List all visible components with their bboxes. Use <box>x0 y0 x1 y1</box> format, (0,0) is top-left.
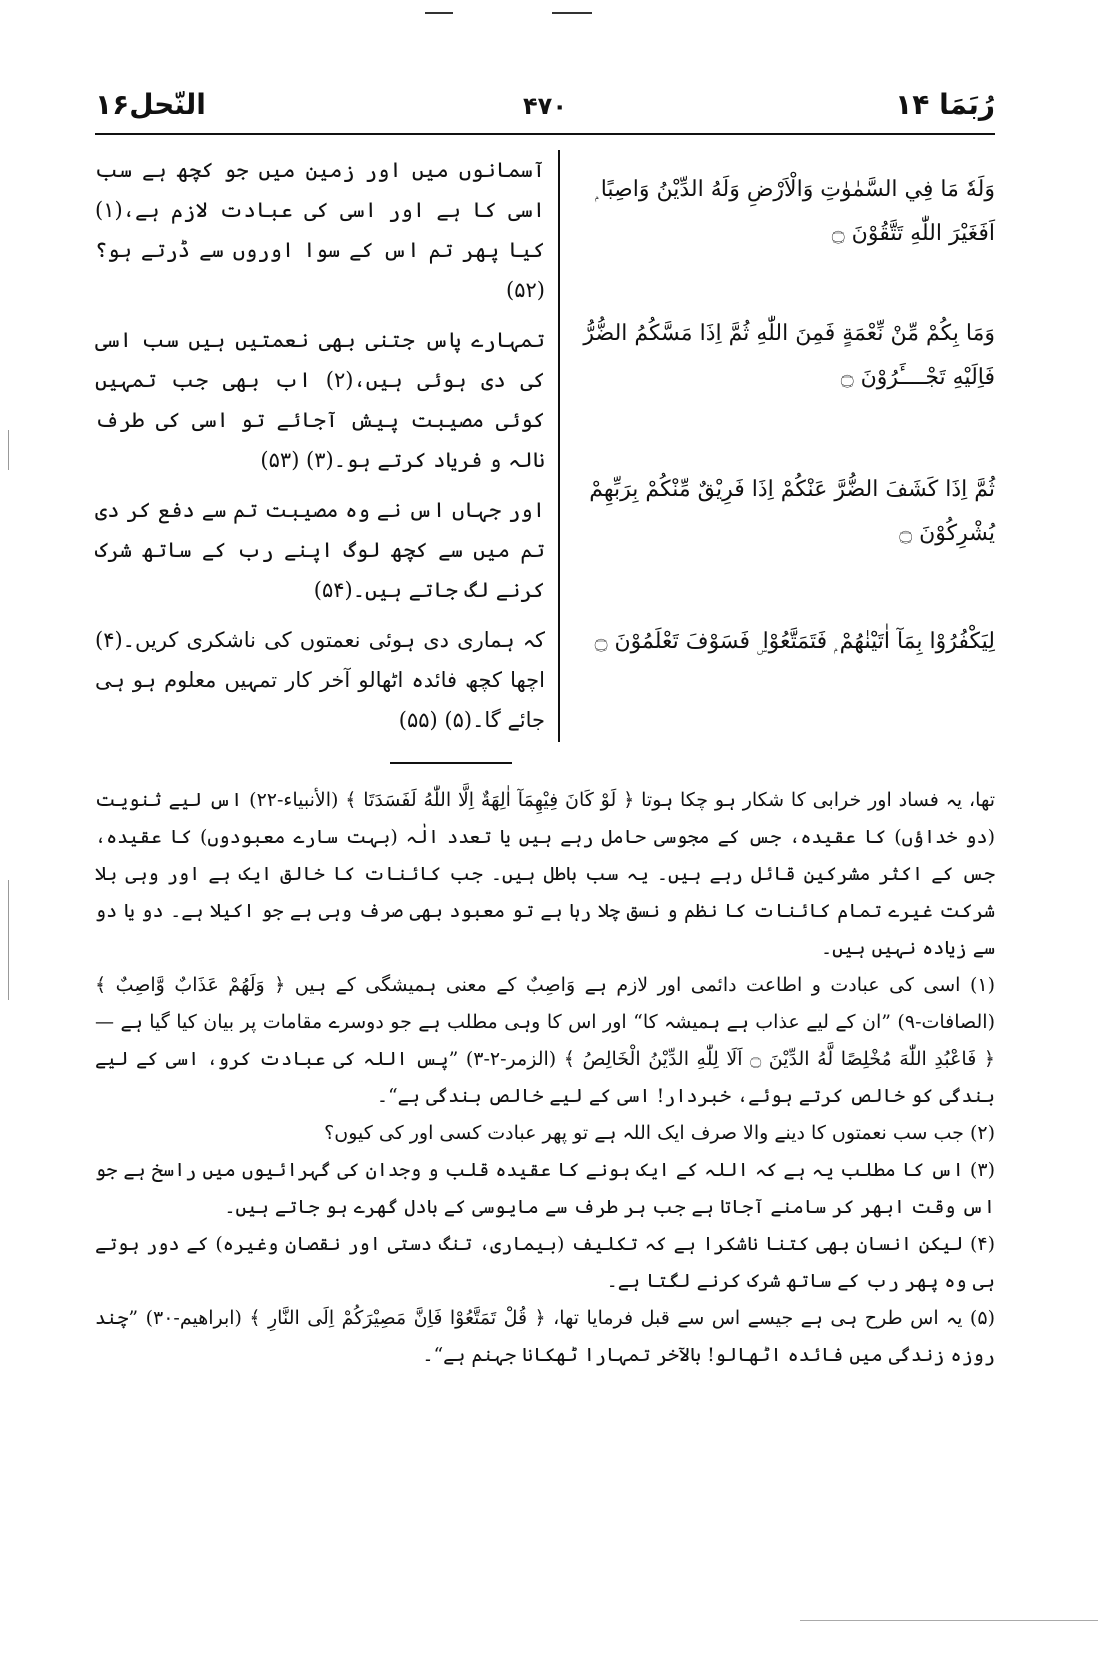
translation-55: کہ ہماری دی ہوئی نعمتوں کی ناشکری کریں۔(۴) اچھا کچھ فائدہ اٹھالو آخر کار تمہیں معلوم ہو ہی جائے گا۔(۵) (۵۵) <box>95 628 545 732</box>
ayah-54: ثُمَّ اِذَا كَشَفَ الضُّرَّ عَنْكُمْ اِذَا فَرِيْقٌ مِّنْكُمْ بِرَبِّهِمْ يُشْرِكُوْنَ ۝ <box>589 477 995 546</box>
ayah-55: لِيَكْفُرُوْا بِمَآ اٰتَيْنٰهُمْ ۭ فَتَمَتَّعُوْا ۣ فَسَوْفَ تَعْلَمُوْنَ ۝ <box>594 629 995 654</box>
footnotes <box>95 782 995 1374</box>
footnote-2: (۲) جب سب نعمتوں کا دینے والا صرف ایک اللہ ہے تو پھر عبادت کسی اور کی کیوں؟ <box>324 1122 995 1144</box>
footnote-continuation: تھا، یہ فساد اور خرابی کا شکار ہو چکا ہوتا ﴿ لَوْ كَانَ فِيْهِمَآ اٰلِهَةٌ اِلَّا اللّٰهُ لَفَسَدَتَا ﴾ (الأنبیاء-۲۲) اس لیے ثنویت (دو خداؤں) کا عقیدہ، جس کے مجوسی حامل رہے ہیں یا تعدد الٰہ (بہت سارے معبودوں) کا عقیدہ، جس کے اکثر مشرکین قائل رہے ہیں۔ یہ سب باطل ہیں۔ جب کائنات کا خالق ایک ہے اور وہی بلا شرکت غیرے تمام کائنات کا نظم و نسق چلا رہا ہے تو معبود بھی صرف وہی ہے جو اکیلا ہے۔ دو یا دو سے زیادہ نہیں ہیں۔ <box>95 789 995 959</box>
ayah-52: وَلَهٗ مَا فِي السَّمٰوٰتِ وَالْاَرْضِ وَلَهُ الدِّيْنُ وَاصِبًا ۭ اَفَغَيْرَ اللّٰهِ تَتَّقُوْنَ ۝ <box>595 177 995 246</box>
juz-title: رُبَمَا ۱۴ <box>895 88 995 121</box>
translation-52: آسمانوں میں اور زمین میں جو کچھ ہے سب اسی کا ہے اور اسی کی عبادت لازم ہے،(۱) کیا پھر تم اس کے سوا اوروں سے ڈرتے ہو؟(۵۲) <box>95 158 545 302</box>
page-header <box>95 88 995 130</box>
footnote-3: (۳) اس کا مطلب یہ ہے کہ اللہ کے ایک ہونے کا عقیدہ قلب و وجدان کی گہرائیوں میں راسخ ہے جو اس وقت ابھر کر سامنے آجاتا ہے جب ہر طرف سے مایوسی کے بادل گھرے ہو جاتے ہیں۔ <box>95 1159 995 1218</box>
page-number: ۴۷۰ <box>523 92 567 120</box>
footnote-divider <box>390 762 512 764</box>
translation-54: اور جہاں اس نے وہ مصیبت تم سے دفع کر دی تم میں سے کچھ لوگ اپنے رب کے ساتھ شرک کرنے لگ جاتے ہیں۔(۵۴) <box>95 498 545 602</box>
column-divider <box>558 150 560 742</box>
header-divider <box>95 133 995 135</box>
scan-edge <box>8 430 9 470</box>
ayah-53: وَمَا بِكُمْ مِّنْ نِّعْمَةٍ فَمِنَ اللّٰهِ ثُمَّ اِذَا مَسَّكُمُ الضُّرُّ فَاِلَيْهِ تَجْــــَٔرُوْنَ ۝ <box>583 321 995 390</box>
surah-title: النّحل۱۶ <box>95 88 206 121</box>
footnote-4: (۴) لیکن انسان بھی کتنا ناشکرا ہے کہ تکلیف (بیماری، تنگ دستی اور نقصان وغیرہ) کے دور ہوتے ہی وہ پھر رب کے ساتھ شرک کرنے لگتا ہے۔ <box>95 1233 995 1292</box>
scan-edge <box>800 1620 1098 1621</box>
scan-mark <box>552 12 592 14</box>
scan-mark <box>425 12 453 14</box>
footnote-1: (۱) اسی کی عبادت و اطاعت دائمی اور لازم ہے وَاصِبٌ کے معنی ہمیشگی کے ہیں ﴿ وَلَهُمْ عَذَابٌ وَّاصِبٌ ﴾ (الصافات-۹) ”ان کے لیے عذاب ہے ہمیشہ کا“ اور اس کا وہی مطلب ہے جو دوسرے مقامات پر بیان کیا گیا ہے — ﴿ فَاعْبُدِ اللّٰهَ مُخْلِصًا لَّهُ الدِّيْنَ ۝ اَلَا لِلّٰهِ الدِّيْنُ الْخَالِصُ ﴾ (الزمر-۲-۳) ”پس اللہ کی عبادت کرو، اسی کے لیے بندگی کو خالص کرتے ہوئے، خبردار! اسی کے لیے خالص بندگی ہے“۔ <box>95 974 995 1107</box>
translation-column <box>95 150 545 750</box>
translation-53: تمہارے پاس جتنی بھی نعمتیں ہیں سب اسی کی دی ہوئی ہیں،(۲) اب بھی جب تمہیں کوئی مصیبت پیش آجائے تو اسی کی طرف نالہ و فریاد کرتے ہو۔(۳) (۵۳) <box>95 328 545 472</box>
footnote-5: (۵) یہ اس طرح ہی ہے جیسے اس سے قبل فرمایا تھا، ﴿ قُلْ تَمَتَّعُوْا فَاِنَّ مَصِيْرَكُمْ اِلَى النَّارِ ﴾ (ابراھیم-۳۰) ”چند روزہ زندگی میں فائدہ اٹھالو! بالآخر تمہارا ٹھکانا جہنم ہے“۔ <box>95 1307 995 1366</box>
scan-edge <box>8 880 9 1000</box>
